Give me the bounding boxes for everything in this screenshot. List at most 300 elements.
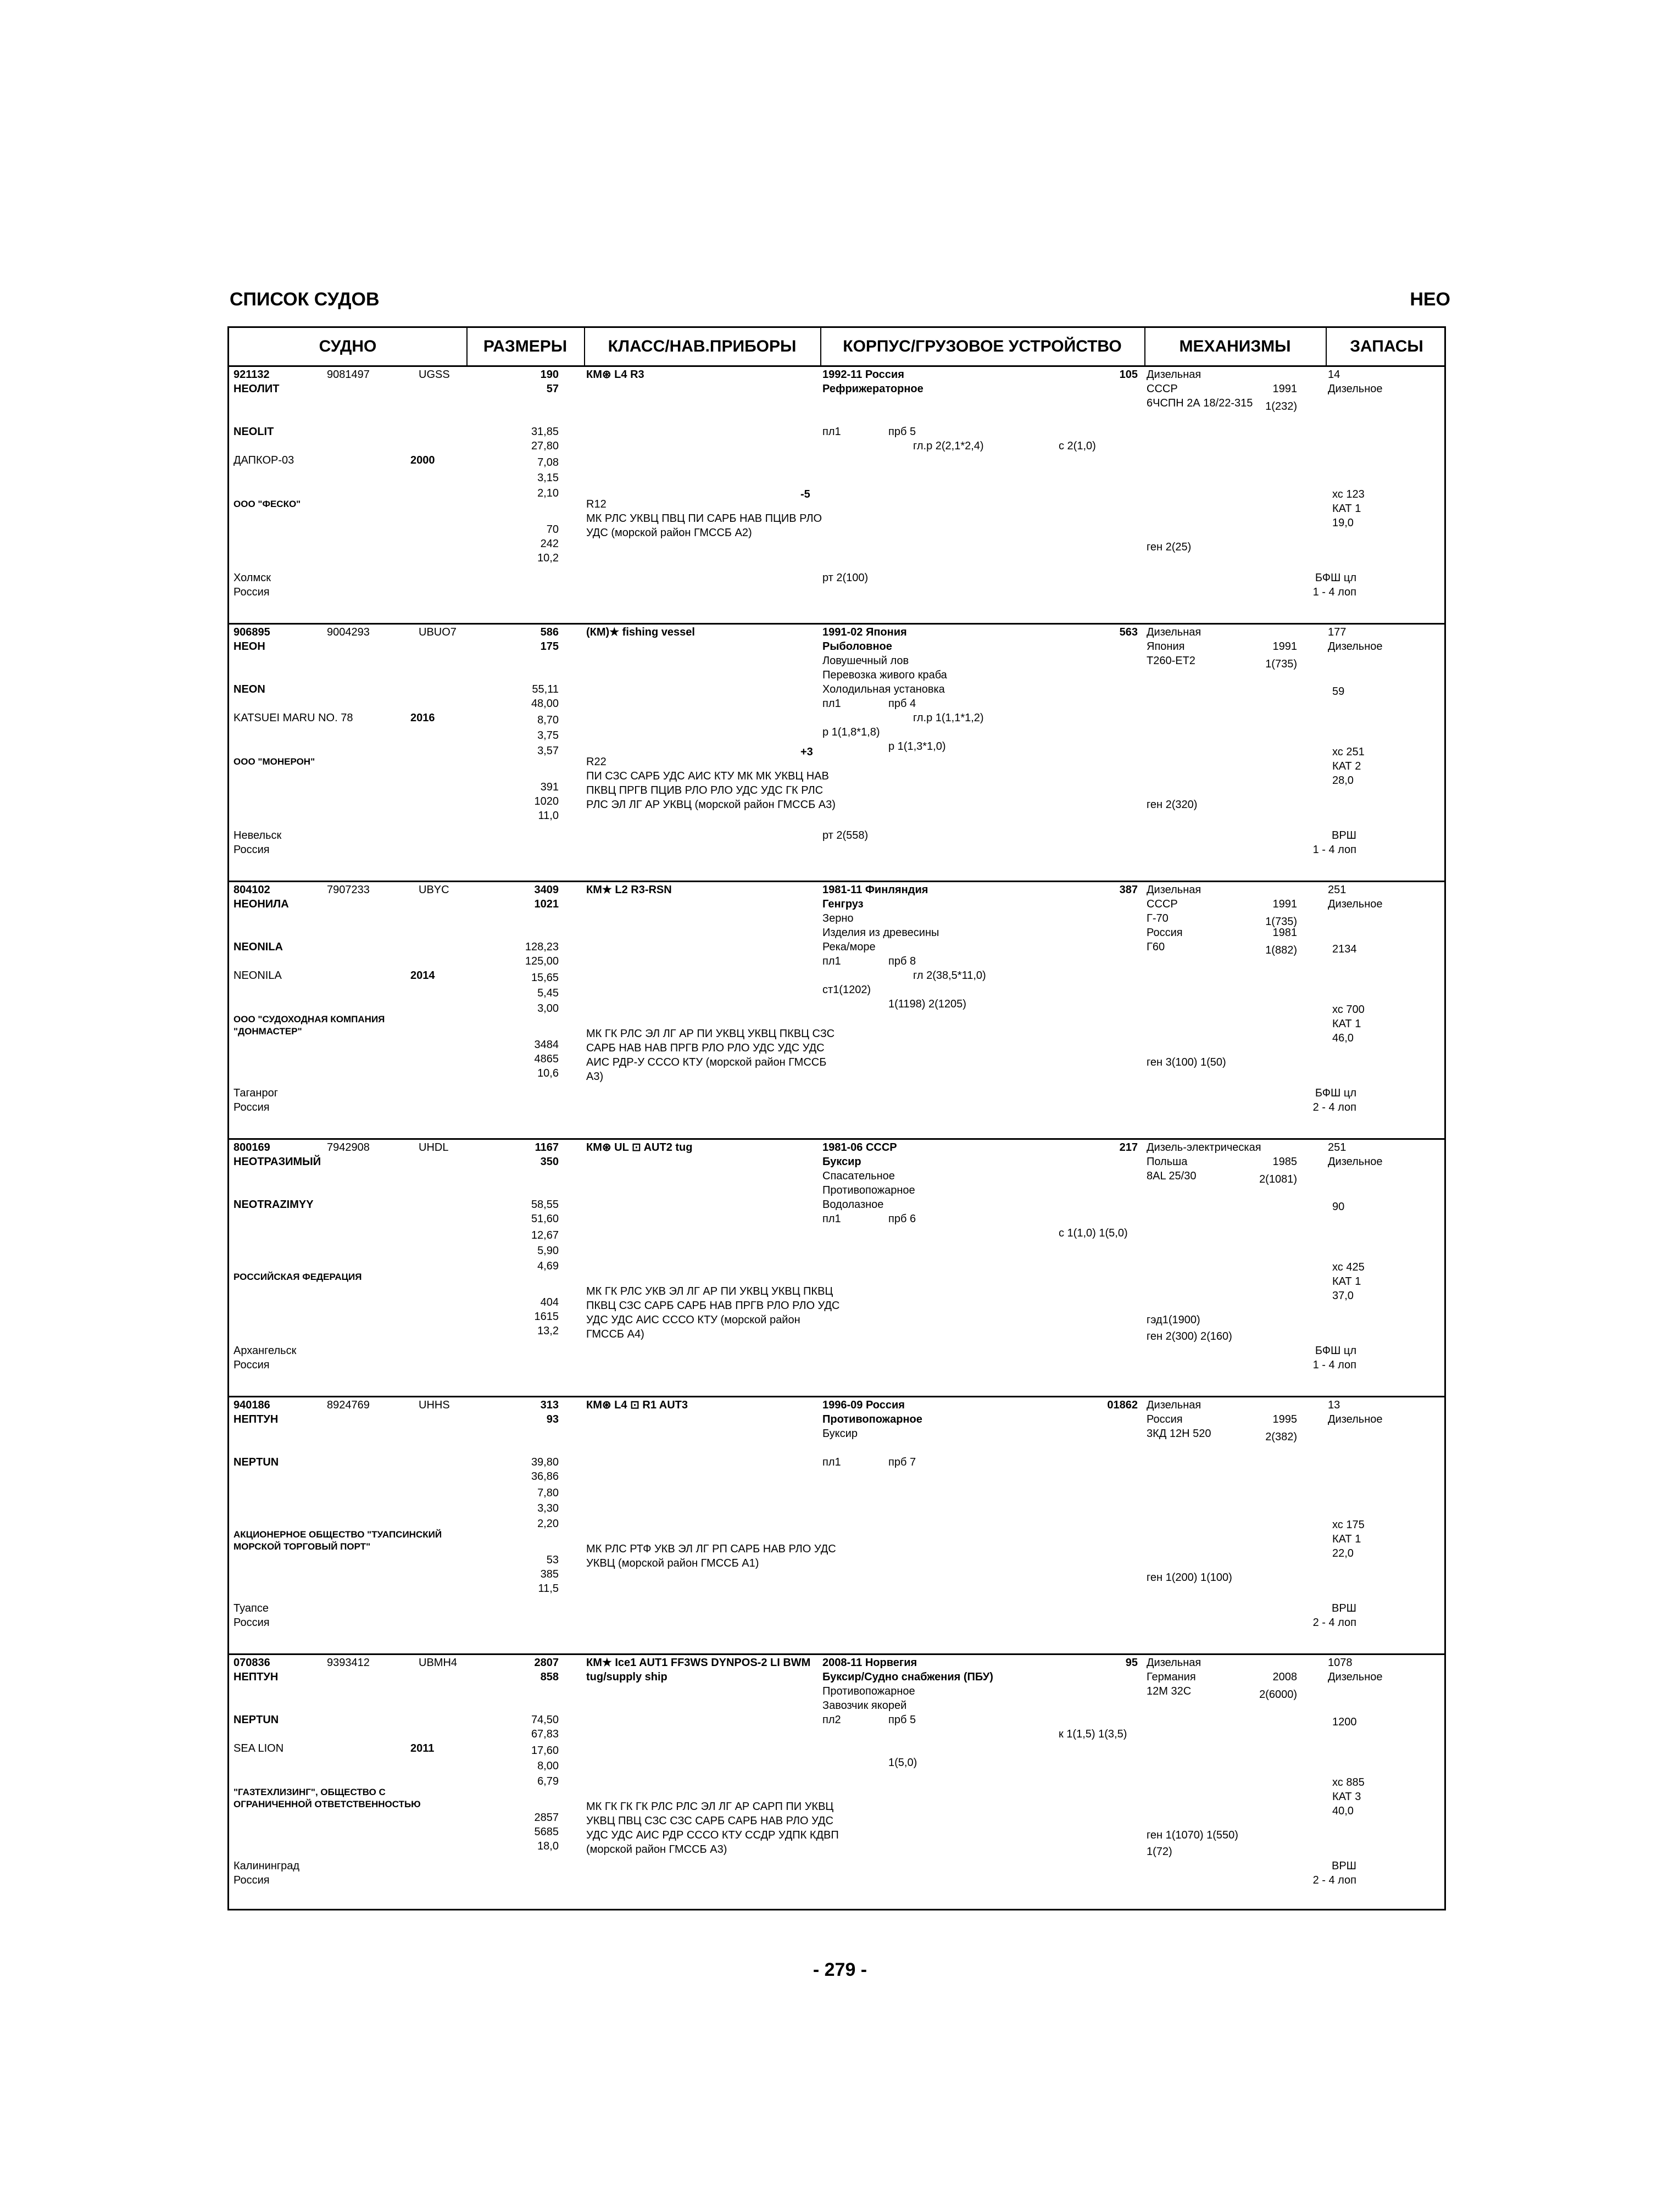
capacity-value: 391: [540, 781, 559, 793]
fuel-capacity: 13: [1328, 1399, 1340, 1411]
engine-year: 1991: [1272, 383, 1297, 395]
ship-purpose: Завозчик якорей: [822, 1700, 907, 1712]
flag-country: Россия: [233, 844, 270, 856]
engine-year-2: 1981: [1272, 927, 1297, 939]
engine-power: 1(232): [1265, 400, 1297, 413]
record-divider: [229, 1653, 1444, 1655]
generator-info: ген 1(1070) 1(550): [1147, 1829, 1238, 1841]
build-date-country: 1992-11 Россия: [822, 369, 904, 381]
generator-info: ген 1(200) 1(100): [1147, 1572, 1232, 1584]
engine-country-2: Россия: [1147, 927, 1183, 939]
record-divider: [229, 623, 1444, 625]
capacity-value: 5685: [534, 1826, 559, 1838]
imo-number: 9004293: [327, 626, 370, 638]
dimension-value: 3,30: [537, 1502, 559, 1514]
engine-model: 3КД 12Н 520: [1147, 1428, 1211, 1440]
former-name-year: 2016: [410, 712, 435, 724]
nav-equipment-line: УДС (морской район ГМССБ А2): [586, 527, 752, 539]
former-name: NEONILA: [233, 970, 282, 982]
reserve-value: 28,0: [1332, 775, 1354, 787]
dimension-value: 15,65: [531, 972, 559, 984]
draft-note: +3: [800, 746, 813, 758]
former-name-year: 2000: [410, 454, 435, 466]
register-number: 070836: [233, 1657, 270, 1669]
capacity-value: 10,6: [537, 1067, 559, 1079]
propeller-blades: 2 - 4 лоп: [1312, 1874, 1356, 1886]
ship-name: НЕОТРАЗИМЫЙ: [233, 1156, 321, 1168]
net-tonnage: 175: [540, 640, 559, 653]
deck-count: пл1: [822, 1456, 841, 1468]
engine-year: 1991: [1272, 898, 1297, 910]
fuel-capacity: 251: [1328, 1141, 1347, 1154]
hatch-info: гл 2(38,5*11,0): [913, 970, 986, 982]
capacity-value: 404: [540, 1296, 559, 1308]
gross-tonnage: 2807: [534, 1657, 559, 1669]
generator-info-2: ген 2(300) 2(160): [1147, 1330, 1232, 1342]
ship-owner: РОССИЙСКАЯ ФЕДЕРАЦИЯ: [233, 1272, 362, 1282]
call-sign: UBMH4: [419, 1657, 458, 1669]
fuel-capacity-2: 2134: [1332, 943, 1357, 955]
ship-name-latin: NEOTRAZIMYY: [233, 1199, 314, 1211]
net-tonnage: 57: [546, 383, 559, 395]
generator-info: ген 3(100) 1(50): [1147, 1056, 1226, 1068]
ship-type: Буксир: [822, 1156, 861, 1168]
capacity-value: 11,0: [538, 810, 559, 822]
engine-type: Дизельная: [1147, 1399, 1201, 1411]
class-notation: (КМ)★ fishing vessel: [586, 626, 695, 638]
hold-info-extra: р 1(1,3*1,0): [888, 740, 946, 753]
ship-record: [229, 1656, 1444, 1913]
bulkhead-count: прб 5: [888, 1714, 916, 1726]
dimension-value: 8,00: [537, 1760, 559, 1772]
propeller-blades: 2 - 4 лоп: [1312, 1101, 1356, 1113]
ship-register-table: [227, 326, 1446, 1910]
gross-tonnage: 1167: [535, 1141, 559, 1154]
nav-equipment-line: ГМССБ А4): [586, 1328, 644, 1340]
record-divider: [229, 1396, 1444, 1397]
engine-type: Дизельная: [1147, 884, 1201, 896]
reserve-value: 46,0: [1332, 1032, 1354, 1044]
draft-note: -5: [800, 488, 810, 500]
engine-country: Польша: [1147, 1156, 1188, 1168]
nav-equipment-line: УКВЦ ПВЦ СЗС СЗС САРБ САРБ НАВ РЛО УДС: [586, 1815, 833, 1827]
ship-name-latin: NEPTUN: [233, 1714, 279, 1726]
dimension-value: 31,85: [531, 426, 559, 438]
column-header-hull: КОРПУС/ГРУЗОВОЕ УСТРОЙСТВО: [843, 337, 1122, 355]
class-notation: КМ⊛ L4 R3: [586, 369, 644, 381]
ship-type: Рефрижераторное: [822, 383, 924, 395]
build-number: 563: [1119, 626, 1138, 638]
column-header-machinery: МЕХАНИЗМЫ: [1179, 337, 1291, 355]
column-header-ship: СУДНО: [319, 337, 377, 355]
build-date-country: 2008-11 Норвегия: [822, 1657, 917, 1669]
dimension-value: 74,50: [531, 1714, 559, 1726]
former-name-year: 2014: [410, 970, 435, 982]
dimension-value: 55,11: [532, 683, 559, 695]
reserve-value: 22,0: [1332, 1547, 1354, 1559]
capacity-value: 13,2: [537, 1325, 559, 1337]
reserve-value: хс 700: [1332, 1004, 1365, 1016]
former-name: ДАПКОР-03: [233, 454, 294, 466]
dimension-value: 51,60: [531, 1213, 559, 1225]
imo-number: 7907233: [327, 884, 370, 896]
home-port: Невельск: [233, 829, 282, 842]
net-tonnage: 1021: [534, 898, 559, 910]
engine-power-2: 1(882): [1265, 944, 1297, 956]
fuel-capacity: 251: [1328, 884, 1347, 896]
fuel-type: Дизельное: [1328, 640, 1383, 653]
engine-power: 2(1081): [1259, 1173, 1297, 1185]
engine-type: Дизельная: [1147, 1657, 1201, 1669]
ship-name-latin: NEON: [233, 683, 265, 695]
ship-owner: ООО "МОНЕРОН": [233, 756, 315, 767]
dimension-value: 125,00: [525, 955, 559, 967]
crane-info: с 2(1,0): [1059, 440, 1096, 452]
ship-record: [229, 367, 1444, 625]
nav-equipment-line: ПКВЦ СЗС САРБ САРБ НАВ ПРГВ РЛО РЛО УДС: [586, 1300, 840, 1312]
cargo-gear: рт 2(558): [822, 829, 869, 842]
generator-info: гэд1(1900): [1147, 1314, 1200, 1326]
propeller-type: ВРШ: [1331, 1602, 1356, 1614]
engine-power: 1(735): [1265, 916, 1297, 928]
engine-country: Япония: [1147, 640, 1185, 653]
ship-purpose: Ловушечный лов: [822, 655, 909, 667]
hold-info-extra: 1(1198) 2(1205): [888, 998, 966, 1010]
dimension-value: 8,70: [537, 714, 559, 726]
register-number: 804102: [233, 884, 270, 896]
nav-equipment-line: МК РЛС УКВЦ ПВЦ ПИ САРБ НАВ ПЦИВ РЛО: [586, 512, 822, 525]
hatch-info: гл.р 1(1,1*1,2): [913, 712, 984, 724]
ship-purpose: Водолазное: [822, 1199, 884, 1211]
header-divider: [229, 365, 1444, 367]
ship-name-latin: NEONILA: [233, 941, 283, 953]
home-port: Туапсе: [233, 1602, 269, 1614]
dimension-value: 39,80: [531, 1456, 559, 1468]
reserve-value: хс 425: [1332, 1261, 1365, 1273]
former-name: SEA LION: [233, 1742, 284, 1754]
home-port: Таганрог: [233, 1087, 279, 1099]
page-title: СПИСОК СУДОВ: [230, 289, 380, 310]
call-sign: UBYC: [419, 884, 449, 896]
propeller-blades: 2 - 4 лоп: [1312, 1617, 1356, 1629]
deck-count: пл2: [822, 1714, 841, 1726]
build-date-country: 1981-11 Финляндия: [822, 884, 928, 896]
ship-owner: "ГАЗТЕХЛИЗИНГ", ОБЩЕСТВО С ОГРАНИЧЕННОЙ ОТВЕТСТВЕННОСТЬЮ: [233, 1787, 421, 1809]
dimension-value: 2,20: [537, 1518, 559, 1530]
dimension-value: 4,69: [537, 1260, 559, 1272]
page-section-code: НЕО: [1410, 289, 1450, 310]
ship-purpose: Изделия из древесины: [822, 927, 939, 939]
ship-purpose: Противопожарное: [822, 1685, 915, 1697]
register-number: 906895: [233, 626, 270, 638]
class-notation: КМ★ L2 R3-RSN: [586, 884, 672, 896]
home-port: Холмск: [233, 572, 271, 584]
reserve-value: КАТ 1: [1332, 1533, 1361, 1545]
capacity-value: 53: [546, 1554, 559, 1566]
ship-purpose: Зерно: [822, 912, 854, 924]
class-notation: КМ★ Ice1 AUT1 FF3WS DYNPOS-2 LI BWM tug/supply ship: [586, 1657, 811, 1683]
reserve-value: хс 251: [1332, 746, 1365, 758]
nav-equipment-line: САРБ НАВ НАВ ПРГВ РЛО РЛО УДС УДС УДС: [586, 1042, 825, 1054]
gross-tonnage: 3409: [534, 884, 559, 896]
column-header-reserves: ЗАПАСЫ: [1350, 337, 1423, 355]
capacity-value: 11,5: [538, 1583, 559, 1595]
propeller-type: ВРШ: [1331, 829, 1356, 842]
page-number: - 279 -: [813, 1959, 867, 1980]
home-port: Калининград: [233, 1860, 300, 1872]
build-number: 95: [1125, 1657, 1138, 1669]
capacity-value: 4865: [534, 1053, 559, 1065]
dimension-value: 3,15: [537, 472, 559, 484]
fuel-capacity: 1078: [1328, 1657, 1353, 1669]
ship-record: [229, 1398, 1444, 1656]
ship-owner: ООО "СУДОХОДНАЯ КОМПАНИЯ "ДОНМАСТЕР": [233, 1014, 385, 1037]
hatch-info: гл.р 2(2,1*2,4): [913, 440, 984, 452]
build-number: 217: [1119, 1141, 1138, 1154]
call-sign: UGSS: [419, 369, 450, 381]
engine-year: 1995: [1272, 1413, 1297, 1425]
build-number: 01862: [1107, 1399, 1138, 1411]
capacity-value: 1615: [534, 1311, 559, 1323]
bulkhead-count: прб 7: [888, 1456, 916, 1468]
ship-record: [229, 625, 1444, 883]
hold-info: ст1(1202): [822, 984, 871, 996]
propeller-type: ВРШ: [1331, 1860, 1356, 1872]
generator-info: ген 2(320): [1147, 799, 1198, 811]
call-sign: UHDL: [419, 1141, 449, 1154]
reserve-value: хс 175: [1332, 1519, 1365, 1531]
engine-country: СССР: [1147, 383, 1178, 395]
call-sign: UHHS: [419, 1399, 450, 1411]
nav-equipment-line: УКВЦ (морской район ГМССБ А1): [586, 1557, 759, 1569]
net-tonnage: 350: [540, 1156, 559, 1168]
engine-year: 1991: [1272, 640, 1297, 653]
build-number: 387: [1119, 884, 1138, 896]
cargo-gear: рт 2(100): [822, 572, 869, 584]
engine-type: Дизельная: [1147, 369, 1201, 381]
nav-equipment-line: УДС УДС АИС РДР СССО КТУ ССДР УДПК КДВП: [586, 1829, 839, 1841]
build-date-country: 1996-09 Россия: [822, 1399, 905, 1411]
reserve-value: КАТ 3: [1332, 1791, 1361, 1803]
class-notation: КМ⊛ UL ⊡ AUT2 tug: [586, 1141, 693, 1154]
former-name-year: 2011: [410, 1742, 435, 1754]
column-divider: [1144, 328, 1145, 365]
crane-info: с 1(1,0) 1(5,0): [1059, 1227, 1128, 1239]
dimension-value: 7,08: [537, 456, 559, 469]
engine-model: 6ЧСПН 2А 18/22-315: [1147, 397, 1253, 409]
column-header-dimensions: РАЗМЕРЫ: [483, 337, 568, 355]
hold-info-extra: 1(5,0): [888, 1757, 917, 1769]
engine-power: 2(382): [1265, 1431, 1297, 1443]
reserve-value: КАТ 1: [1332, 503, 1361, 515]
engine-model-2: Г60: [1147, 941, 1165, 953]
crane-info: к 1(1,5) 1(3,5): [1059, 1728, 1127, 1740]
generator-info: ген 2(25): [1147, 541, 1192, 553]
engine-model: 8AL 25/30: [1147, 1170, 1197, 1182]
flag-country: Россия: [233, 1617, 270, 1629]
dimension-value: 27,80: [531, 440, 559, 452]
dimension-value: 3,57: [537, 745, 559, 757]
dimension-value: 12,67: [531, 1229, 559, 1241]
fuel-capacity: 177: [1328, 626, 1347, 638]
engine-power: 2(6000): [1259, 1689, 1297, 1701]
ship-purpose: Река/море: [822, 941, 876, 953]
dimension-value: 7,80: [537, 1487, 559, 1499]
former-name: KATSUEI MARU NO. 78: [233, 712, 353, 724]
deck-count: пл1: [822, 1213, 841, 1225]
reserve-value: хс 123: [1332, 488, 1365, 500]
dimension-value: 3,00: [537, 1002, 559, 1015]
engine-country: Россия: [1147, 1413, 1183, 1425]
column-divider: [584, 328, 585, 365]
capacity-value: 18,0: [537, 1840, 559, 1852]
ship-purpose: Спасательное: [822, 1170, 895, 1182]
ship-name-latin: NEOLIT: [233, 426, 274, 438]
nav-equipment-line: РЛС ЭЛ ЛГ АР УКВЦ (морской район ГМССБ А3): [586, 799, 836, 811]
fuel-capacity-2: 90: [1332, 1201, 1345, 1213]
bulkhead-count: прб 4: [888, 698, 916, 710]
dimension-value: 67,83: [531, 1728, 559, 1740]
fuel-type: Дизельное: [1328, 383, 1383, 395]
dimension-value: 128,23: [525, 941, 559, 953]
propeller-type: БФШ цл: [1315, 1087, 1356, 1099]
dimension-value: 2,10: [537, 487, 559, 499]
deck-count: пл1: [822, 955, 841, 967]
gross-tonnage: 586: [540, 626, 559, 638]
propeller-type: БФШ цл: [1315, 1345, 1356, 1357]
capacity-value: 1020: [534, 795, 559, 807]
reserve-value: КАТ 1: [1332, 1275, 1361, 1288]
generator-info-2: 1(72): [1147, 1846, 1172, 1858]
flag-country: Россия: [233, 586, 270, 598]
record-divider: [229, 1138, 1444, 1140]
register-number: 940186: [233, 1399, 270, 1411]
ship-type: Противопожарное: [822, 1413, 922, 1425]
engine-country: СССР: [1147, 898, 1178, 910]
ship-owner: ООО "ФЕСКО": [233, 499, 301, 509]
ship-name: НЕОН: [233, 640, 265, 653]
ship-name: НЕПТУН: [233, 1671, 279, 1683]
fuel-capacity: 14: [1328, 369, 1340, 381]
class-notation: КМ⊛ L4 ⊡ R1 AUT3: [586, 1399, 688, 1411]
home-port: Архангельск: [233, 1345, 297, 1357]
ship-name: НЕОЛИТ: [233, 383, 280, 395]
imo-number: 7942908: [327, 1141, 370, 1154]
engine-type: Дизельная: [1147, 626, 1201, 638]
propeller-blades: 1 - 4 лоп: [1312, 1359, 1356, 1371]
capacity-value: 3484: [534, 1039, 559, 1051]
deck-count: пл1: [822, 698, 841, 710]
ice-class: R12: [586, 498, 607, 510]
nav-equipment-line: АИС РДР-У СССО КТУ (морской район ГМССБ: [586, 1056, 827, 1068]
gross-tonnage: 313: [540, 1399, 559, 1411]
capacity-value: 2857: [534, 1812, 559, 1824]
ship-name: НЕПТУН: [233, 1413, 279, 1425]
dimension-value: 17,60: [531, 1745, 559, 1757]
capacity-value: 10,2: [537, 552, 559, 564]
gross-tonnage: 190: [540, 369, 559, 381]
reserve-value: 40,0: [1332, 1805, 1354, 1817]
register-number: 921132: [233, 369, 270, 381]
ship-type: Генгруз: [822, 898, 864, 910]
engine-type: Дизель-электрическая: [1147, 1141, 1261, 1154]
deck-count: пл1: [822, 426, 841, 438]
flag-country: Россия: [233, 1101, 270, 1113]
ship-purpose: Противопожарное: [822, 1184, 915, 1196]
ship-record: [229, 1140, 1444, 1398]
engine-power: 1(735): [1265, 658, 1297, 670]
bulkhead-count: прб 8: [888, 955, 916, 967]
nav-equipment-line: ПКВЦ ПРГВ ПЦИВ РЛО РЛО УДС УДС ГК РЛС: [586, 784, 824, 796]
net-tonnage: 93: [546, 1413, 559, 1425]
propeller-type: БФШ цл: [1315, 572, 1356, 584]
fuel-type: Дизельное: [1328, 898, 1383, 910]
nav-equipment-line: МК ГК РЛС ЭЛ ЛГ АР ПИ УКВЦ УКВЦ ПКВЦ СЗС: [586, 1028, 835, 1040]
flag-country: Россия: [233, 1874, 270, 1886]
engine-year: 1985: [1272, 1156, 1297, 1168]
reserve-value: 37,0: [1332, 1290, 1354, 1302]
column-divider: [466, 328, 468, 365]
build-number: 105: [1119, 369, 1138, 381]
nav-equipment-line: МК ГК ГК ГК РЛС РЛС ЭЛ ЛГ АР САРП ПИ УКВЦ: [586, 1801, 834, 1813]
build-date-country: 1981-06 СССР: [822, 1141, 897, 1154]
ship-name: НЕОНИЛА: [233, 898, 289, 910]
column-divider: [1326, 328, 1327, 365]
imo-number: 9393412: [327, 1657, 370, 1669]
reserve-value: хс 885: [1332, 1776, 1365, 1789]
reserve-value: 19,0: [1332, 517, 1354, 529]
dimension-value: 6,79: [537, 1775, 559, 1787]
record-divider: [229, 881, 1444, 882]
fuel-capacity-2: 59: [1332, 686, 1345, 698]
capacity-value: 242: [540, 538, 559, 550]
ship-name-latin: NEPTUN: [233, 1456, 279, 1468]
nav-equipment-line: МК ГК РЛС УКВ ЭЛ ЛГ АР ПИ УКВЦ УКВЦ ПКВЦ: [586, 1285, 833, 1297]
column-header-class: КЛАСС/НАВ.ПРИБОРЫ: [608, 337, 797, 355]
dimension-value: 5,90: [537, 1245, 559, 1257]
nav-equipment-line: МК РЛС РТФ УКВ ЭЛ ЛГ РП САРБ НАВ РЛО УДС: [586, 1543, 836, 1555]
ship-record: [229, 883, 1444, 1140]
imo-number: 9081497: [327, 369, 370, 381]
nav-equipment-line: УДС УДС АИС СССО КТУ (морской район: [586, 1314, 800, 1326]
fuel-type: Дизельное: [1328, 1671, 1383, 1683]
dimension-value: 36,86: [531, 1470, 559, 1483]
dimension-value: 48,00: [531, 698, 559, 710]
ship-owner: АКЦИОНЕРНОЕ ОБЩЕСТВО "ТУАПСИНСКИЙ МОРСКОЙ ТОРГОВЫЙ ПОРТ": [233, 1529, 442, 1552]
engine-country: Германия: [1147, 1671, 1196, 1683]
fuel-capacity-2: 1200: [1332, 1716, 1357, 1728]
ice-class: R22: [586, 756, 607, 768]
column-divider: [820, 328, 821, 365]
fuel-type: Дизельное: [1328, 1156, 1383, 1168]
engine-model: T260-ET2: [1147, 655, 1195, 667]
propeller-blades: 1 - 4 лоп: [1312, 586, 1356, 598]
ship-purpose: Буксир: [822, 1428, 858, 1440]
engine-model: Г-70: [1147, 912, 1169, 924]
register-number: 800169: [233, 1141, 270, 1154]
bulkhead-count: прб 6: [888, 1213, 916, 1225]
nav-equipment-line: А3): [586, 1071, 604, 1083]
capacity-value: 385: [540, 1568, 559, 1580]
dimension-value: 3,75: [537, 729, 559, 742]
nav-equipment-line: ПИ СЗС САРБ УДС АИС КТУ МК МК УКВЦ НАВ: [586, 770, 829, 782]
nav-equipment-line: (морской район ГМССБ А3): [586, 1843, 727, 1856]
reserve-value: КАТ 1: [1332, 1018, 1361, 1030]
fuel-type: Дизельное: [1328, 1413, 1383, 1425]
build-date-country: 1991-02 Япония: [822, 626, 907, 638]
imo-number: 8924769: [327, 1399, 370, 1411]
call-sign: UBUO7: [419, 626, 457, 638]
